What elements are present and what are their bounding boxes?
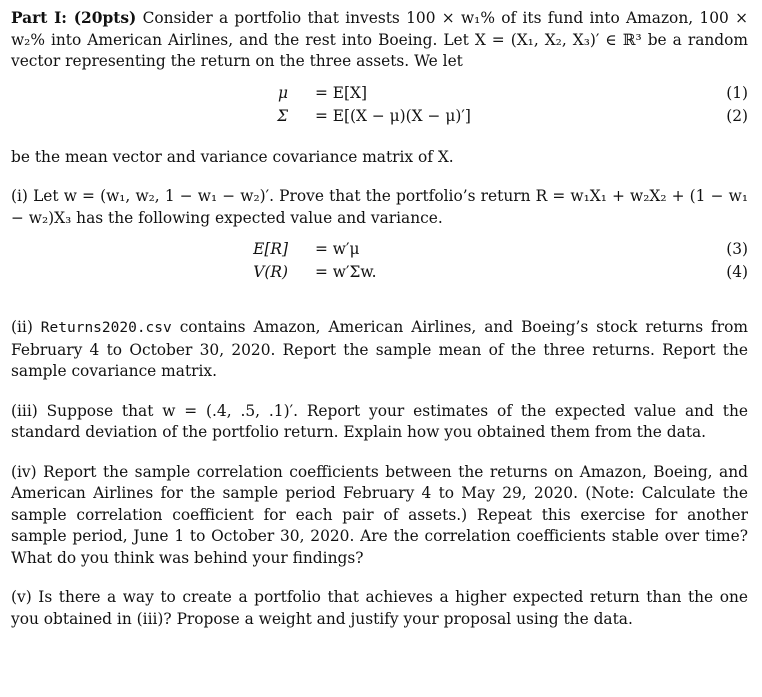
equation-2-rhs: = E[(X − μ)(X − μ)′] — [315, 106, 471, 125]
question-i-text: Let w = (w₁, w₂, 1 − w₁ − w₂)′. Prove that the portfolio’s return R = w₁X₁ + w₂X₂ + (1 − w₁ − w₂)X₃ has the following expected value and variance. — [11, 187, 748, 227]
question-iii-label: (iii) — [11, 401, 38, 420]
equation-4-lhs: V(R) — [253, 263, 288, 281]
equation-3-number: (3) — [726, 240, 748, 258]
equation-block-2 — [11, 239, 748, 285]
equation-2-number: (2) — [726, 106, 748, 125]
question-iv-text: Report the sample correlation coefficients between the returns on Amazon, Boeing, and American Airlines for the sample period February 4 to May 29, 2020. (Note: Calculate the sample correlation coefficient for each pair of assets.) Repeat this exercise for another sample period, June 1 to October 30, 2020. Are the correlation coefficients stable over time? What do you think was behind your findings? — [11, 462, 748, 567]
equation-4 — [11, 262, 748, 285]
question-iii — [11, 401, 748, 444]
equation-4-rhs: = w′Σw. — [315, 263, 377, 281]
question-v-text: Is there a way to create a portfolio that achieves a higher expected return than the one you obtained in (iii)? Propose a weight and justify your proposal using the data. — [11, 588, 748, 628]
part1-after-equations: be the mean vector and variance covariance matrix of X. — [11, 147, 454, 166]
equation-1 — [11, 83, 748, 106]
equation-block-1 — [11, 83, 748, 129]
equation-3-rhs: = w′μ — [315, 240, 360, 258]
question-ii-text: contains Amazon, American Airlines, and Boeing’s stock returns from February 4 to October 30, 2020. Report the sample mean of the three returns. Report the sample covariance matrix. — [11, 318, 748, 380]
equation-1-rhs: = E[X] — [315, 83, 367, 102]
equation-2-lhs: Σ — [277, 106, 288, 125]
question-i-label: (i) — [11, 187, 28, 205]
equation-3-lhs: E[R] — [253, 240, 288, 258]
question-ii — [11, 317, 748, 383]
question-iii-text: Suppose that w = (.4, .5, .1)′. Report your estimates of the expected value and the standard deviation of the portfolio return. Explain how you obtained them from the data. — [11, 401, 748, 441]
question-ii-filename: Returns2020.csv — [40, 320, 172, 336]
question-v — [11, 587, 748, 630]
equation-2 — [11, 106, 748, 129]
part1-intro-paragraph — [11, 8, 748, 73]
equation-1-number: (1) — [726, 83, 748, 102]
question-i — [11, 186, 748, 229]
question-v-label: (v) — [11, 588, 32, 606]
equation-4-number: (4) — [726, 263, 748, 281]
question-iv-label: (iv) — [11, 462, 37, 481]
equation-1-lhs: μ — [277, 83, 288, 102]
question-ii-label: (ii) — [11, 318, 33, 336]
equation-3 — [11, 239, 748, 262]
part1-intro-text: Consider a portfolio that invests 100 × w₁% of its fund into Amazon, 100 × w₂% into American Airlines, and the rest into Boeing. Let X = (X₁, X₂, X₃)′ ∈ ℝ³ be a random vector representing the return on the three assets. We let — [11, 9, 748, 70]
question-iv — [11, 462, 748, 570]
part1-heading: Part I: (20pts) — [11, 9, 137, 27]
